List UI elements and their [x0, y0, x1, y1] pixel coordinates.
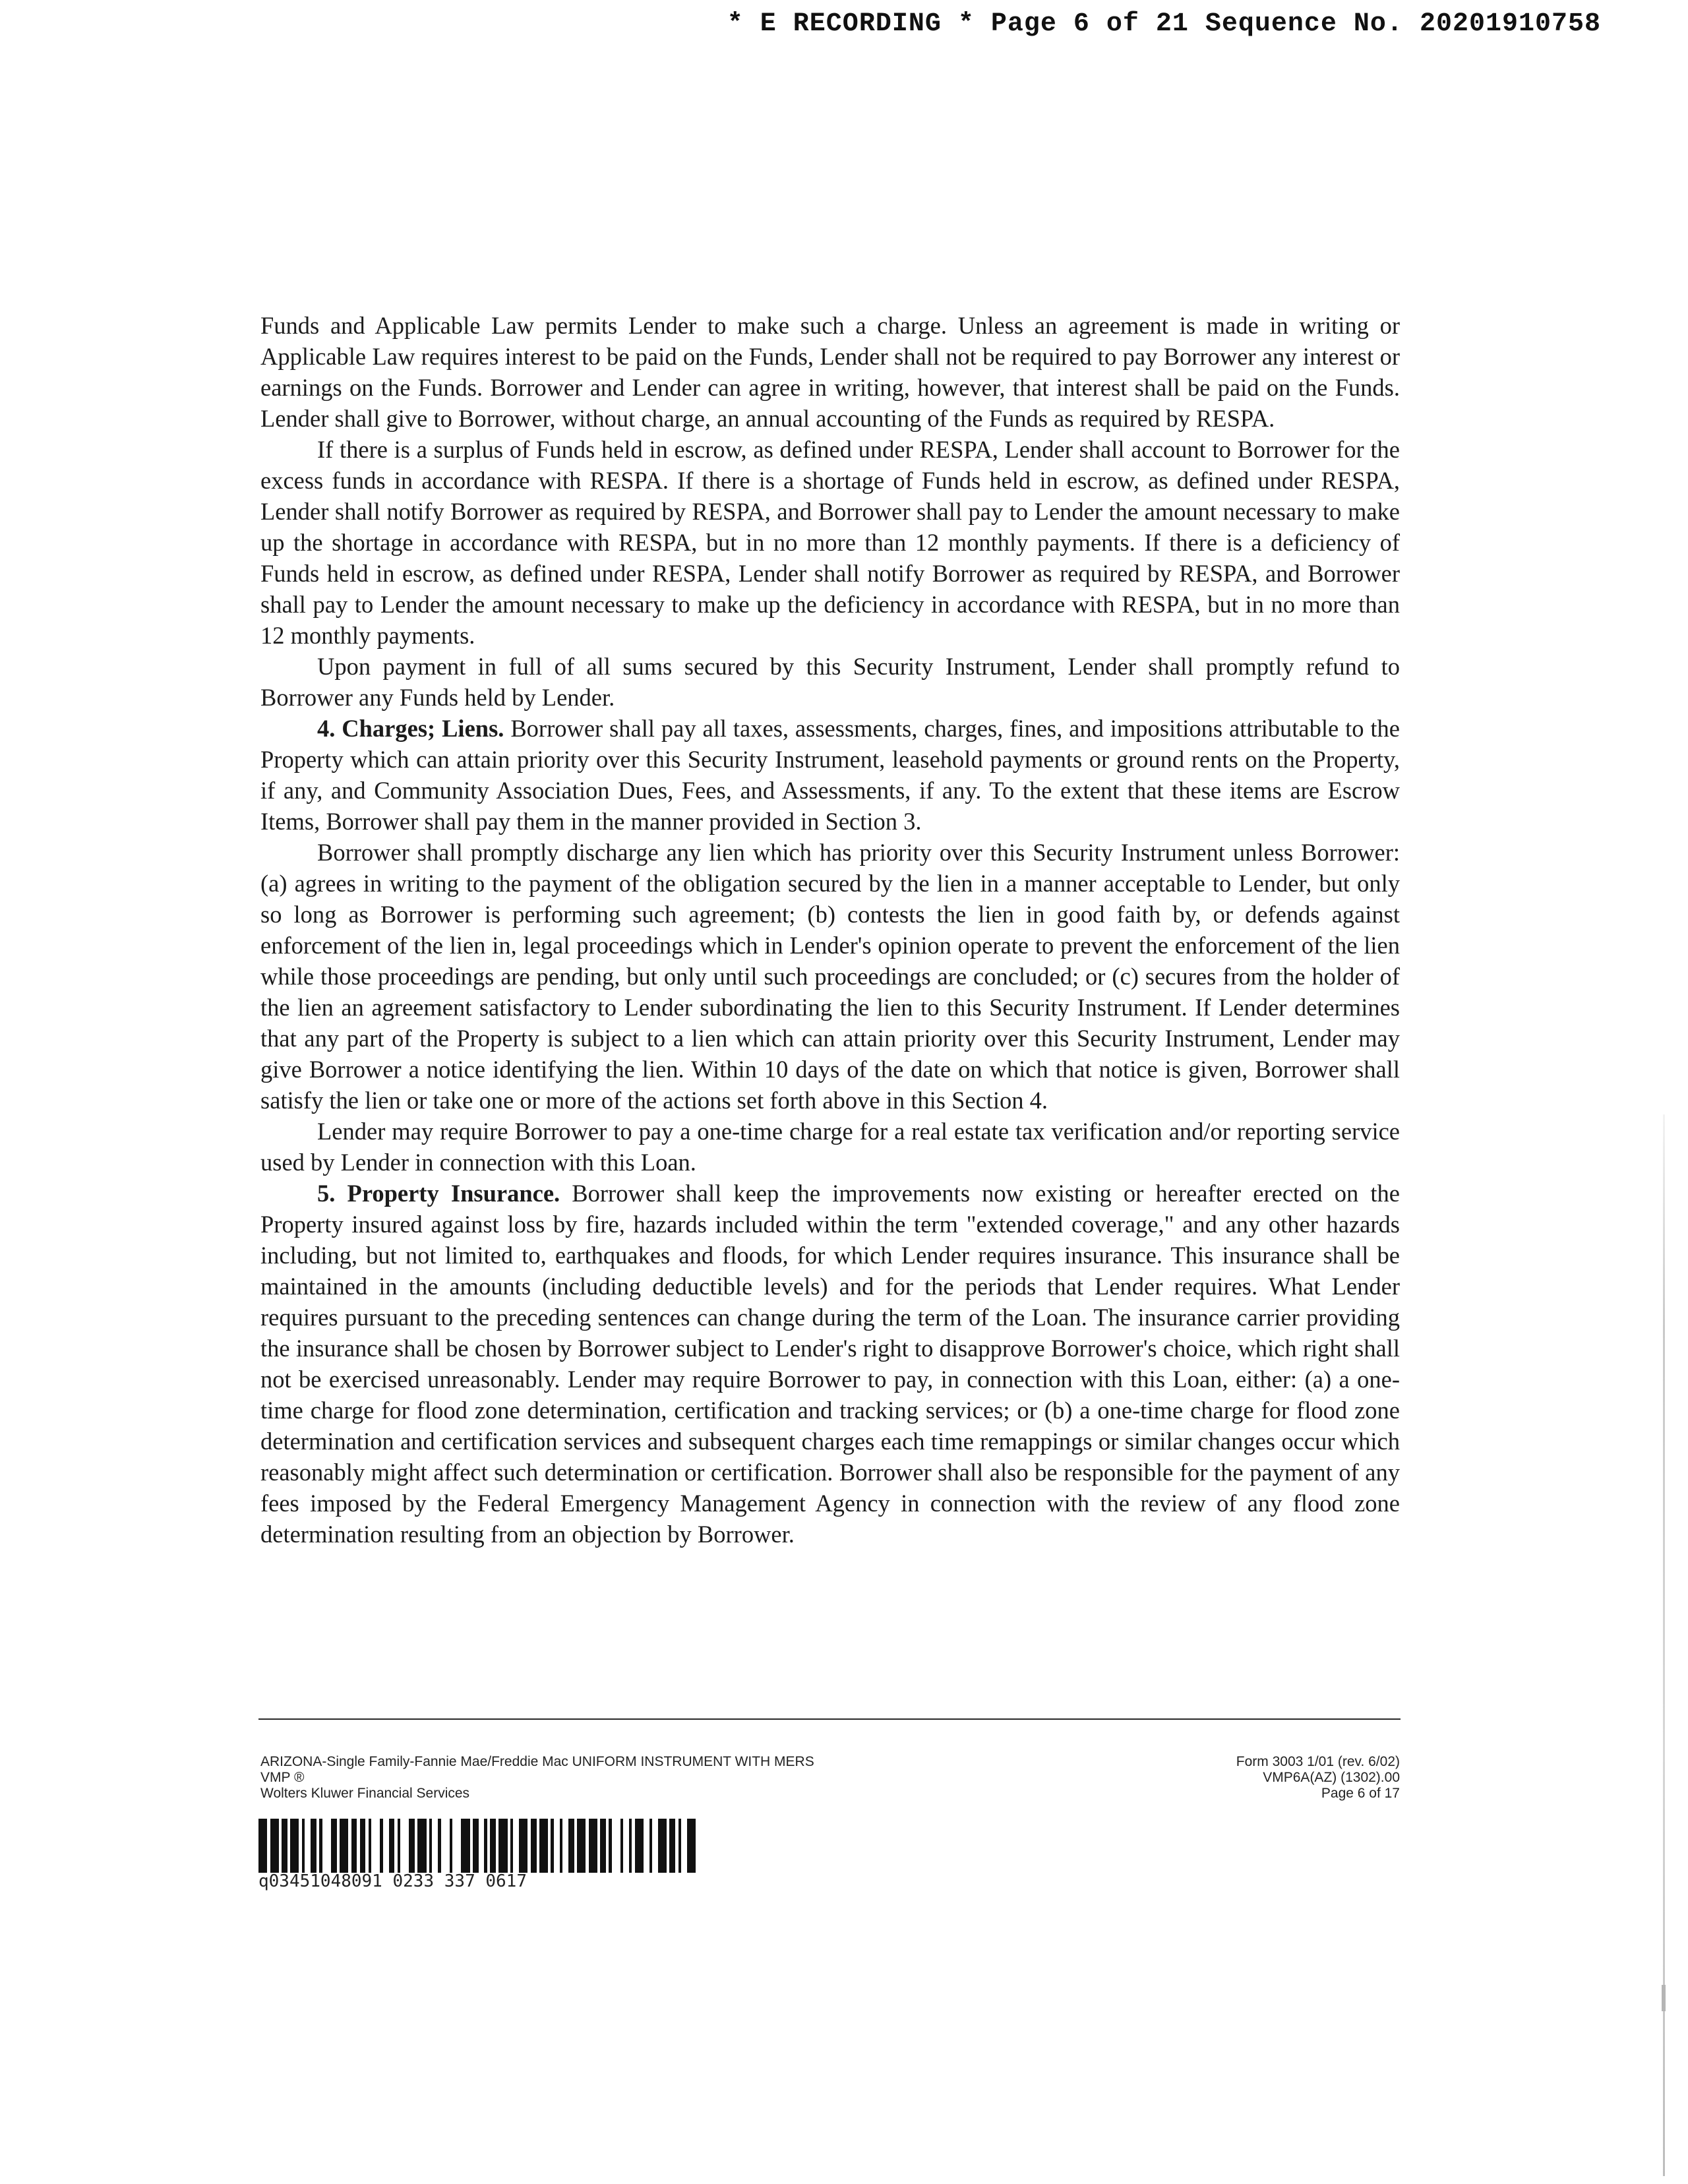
- paragraph-text: Borrower shall pay all taxes, assessments, charges, fines, and impositions attributable to the Property which can attain priority over this Security Instrument, leasehold payments or ground rents on the Property, if any, and Community Association Dues, Fees, and Assessments, if any. To the extent that these items are Escrow Items, Borrower shall pay them in the manner provided in Section 3.: [260, 715, 1401, 835]
- paragraph-text: Lender may require Borrower to pay a one-time charge for a real estate tax verification and/or reporting service used by Lender in connection with this Loan.: [260, 1118, 1400, 1176]
- form-code: VMP6A(AZ) (1302).00: [1263, 1770, 1400, 1785]
- barcode-bar: [519, 1819, 528, 1873]
- barcode-space: [644, 1819, 649, 1873]
- barcode-bar: [669, 1819, 675, 1873]
- section-heading: 5. Property Insurance.: [317, 1180, 560, 1207]
- barcode-bar: [461, 1819, 469, 1873]
- barcode-space: [696, 1819, 698, 1873]
- footer-form-info: [260, 1754, 814, 1802]
- barcode-space: [554, 1819, 560, 1873]
- barcode-bar: [360, 1819, 366, 1873]
- barcode: [258, 1819, 699, 1873]
- barcode-bar: [589, 1819, 597, 1873]
- barcode-space: [479, 1819, 485, 1873]
- barcode-bar: [531, 1819, 537, 1873]
- barcode-space: [371, 1819, 380, 1873]
- paragraph-text: Borrower shall keep the improvements now existing or hereafter erected on the Property insured against loss by fire, hazards included within the term "extended coverage," and any other hazards including, but not limited to, earthquakes and floods, for which Lender requires insurance. This insurance shall be maintained in the amounts (including deductible levels) and for the periods that Lender requires. What Lender requires pursuant to the preceding sentences can change during the term of the Loan. The insurance carrier providing the insurance shall be chosen by Borrower subject to Lender's right to disapprove Borrower's choice, which right shall not be exercised unreasonably. Lender may require Borrower to pay, in connection with this Loan, either: (a) a one-time charge for flood zone determination, certification and tracking services; or (b) a one-time charge for flood zone determination and certification services and subsequent charges each time remappings or similar changes occur which reasonably might affect such determination or certification. Borrower shall also be responsible for the payment of any fees imposed by the Federal Emergency Management Agency in connection with the review of any flood zone determination resulting from an objection by Borrower.: [260, 1180, 1400, 1548]
- barcode-bar: [658, 1819, 667, 1873]
- barcode-space: [562, 1819, 568, 1873]
- paragraph-text: If there is a surplus of Funds held in escrow, as defined under RESPA, Lender shall account to Borrower for the excess funds in accordance with RESPA. If there is a shortage of Funds held in escrow, as defined under RESPA, Lender shall notify Borrower as required by RESPA, and Borrower shall pay to Lender the amount necessary to make up the shortage in accordance with RESPA, but in no more than 12 monthly payments. If there is a deficiency of Funds held in escrow, as defined under RESPA, Lender shall notify Borrower as required by RESPA, and Borrower shall pay to Lender the amount necessary to make up the deficiency in accordance with RESPA, but in no more than 12 monthly payments.: [260, 436, 1400, 649]
- barcode-bar: [568, 1819, 574, 1873]
- barcode-bar: [687, 1819, 696, 1873]
- barcode-bar: [600, 1819, 606, 1873]
- paragraph-text: Funds and Applicable Law permits Lender to make such a charge. Unless an agreement is made in writing or Applicable Law requires interest to be paid on the Funds, Lender shall not be required to pay Borrower any interest or earnings on the Funds. Borrower and Lender can agree in writing, however, that interest shall be paid on the Funds. Lender shall give to Borrower, without charge, an annual accounting of the Funds as required by RESPA.: [260, 312, 1400, 432]
- barcode-space: [305, 1819, 311, 1873]
- barcode-bar: [409, 1819, 415, 1873]
- barcode-bar: [635, 1819, 644, 1873]
- barcode-space: [441, 1819, 450, 1873]
- barcode-space: [623, 1819, 629, 1873]
- barcode-bar: [258, 1819, 267, 1873]
- barcode-space: [452, 1819, 461, 1873]
- paragraph: [260, 713, 1400, 837]
- barcode-space: [432, 1819, 438, 1873]
- barcode-space: [400, 1819, 409, 1873]
- barcode-bar: [473, 1819, 479, 1873]
- barcode-bar: [539, 1819, 548, 1873]
- barcode-bar: [577, 1819, 586, 1873]
- paragraph-text: Borrower shall promptly discharge any lien which has priority over this Security Instrument unless Borrower: (a) agrees in writing to the payment of the obligation secured by the lien in a manner acceptable to Lender, but only so long as Borrower is performing such agreement; (b) contests the lien in good faith by, or defends against enforcement of the lien in, legal proceedings which in Lender's opinion operate to prevent the enforcement of the lien while those proceedings are pending, but only until such proceedings are concluded; or (c) secures from the holder of the lien an agreement satisfactory to Lender subordinating the lien to this Security Instrument. If Lender determines that any part of the Property is subject to a lien which can attain priority over this Security Instrument, Lender may give Borrower a notice identifying the lien. Within 10 days of the date on which that notice is given, Borrower shall satisfy the lien or take one or more of the actions set forth above in this Section 4.: [260, 839, 1400, 1114]
- scan-mark: [1662, 1985, 1666, 2011]
- footer-divider: [258, 1718, 1401, 1720]
- scan-edge: [1663, 1114, 1665, 2176]
- barcode-number: q03451048091 0233 337 0617: [258, 1871, 527, 1891]
- barcode-bar: [498, 1819, 507, 1873]
- barcode-bar: [270, 1819, 279, 1873]
- paragraph: [260, 837, 1400, 1116]
- paragraph: [260, 1116, 1400, 1178]
- barcode-bar: [490, 1819, 496, 1873]
- barcode-bar: [282, 1819, 287, 1873]
- barcode-bar: [290, 1819, 299, 1873]
- vmp-mark: VMP ®: [260, 1770, 305, 1785]
- form-title: ARIZONA-Single Family-Fannie Mae/Freddie Mac UNIFORM INSTRUMENT WITH MERS: [260, 1754, 814, 1769]
- barcode-bar: [417, 1819, 426, 1873]
- form-page-label: Page 6 of 17: [1321, 1786, 1400, 1801]
- barcode-bar: [331, 1819, 337, 1873]
- paragraph: [260, 651, 1400, 713]
- paragraph-text: Upon payment in full of all sums secured by this Security Instrument, Lender shall promptly refund to Borrower any Funds held by Lender.: [260, 653, 1400, 711]
- paragraph: [260, 1178, 1400, 1550]
- paragraph: [260, 310, 1400, 434]
- barcode-bar: [340, 1819, 348, 1873]
- footer-form-number: [1236, 1754, 1400, 1802]
- barcode-bar: [389, 1819, 395, 1873]
- barcode-bar: [351, 1819, 357, 1873]
- barcode-space: [681, 1819, 687, 1873]
- paragraph: [260, 434, 1400, 651]
- recording-header: * E RECORDING * Page 6 of 21 Sequence No. 20201910758: [727, 9, 1601, 39]
- barcode-space: [322, 1819, 331, 1873]
- document-body: [260, 310, 1400, 1550]
- publisher-name: Wolters Kluwer Financial Services: [260, 1786, 470, 1801]
- barcode-space: [652, 1819, 658, 1873]
- barcode-space: [612, 1819, 620, 1873]
- barcode-space: [513, 1819, 519, 1873]
- form-number: Form 3003 1/01 (rev. 6/02): [1236, 1754, 1400, 1769]
- section-heading: 4. Charges; Liens.: [317, 715, 504, 742]
- barcode-space: [383, 1819, 389, 1873]
- barcode-bar: [311, 1819, 316, 1873]
